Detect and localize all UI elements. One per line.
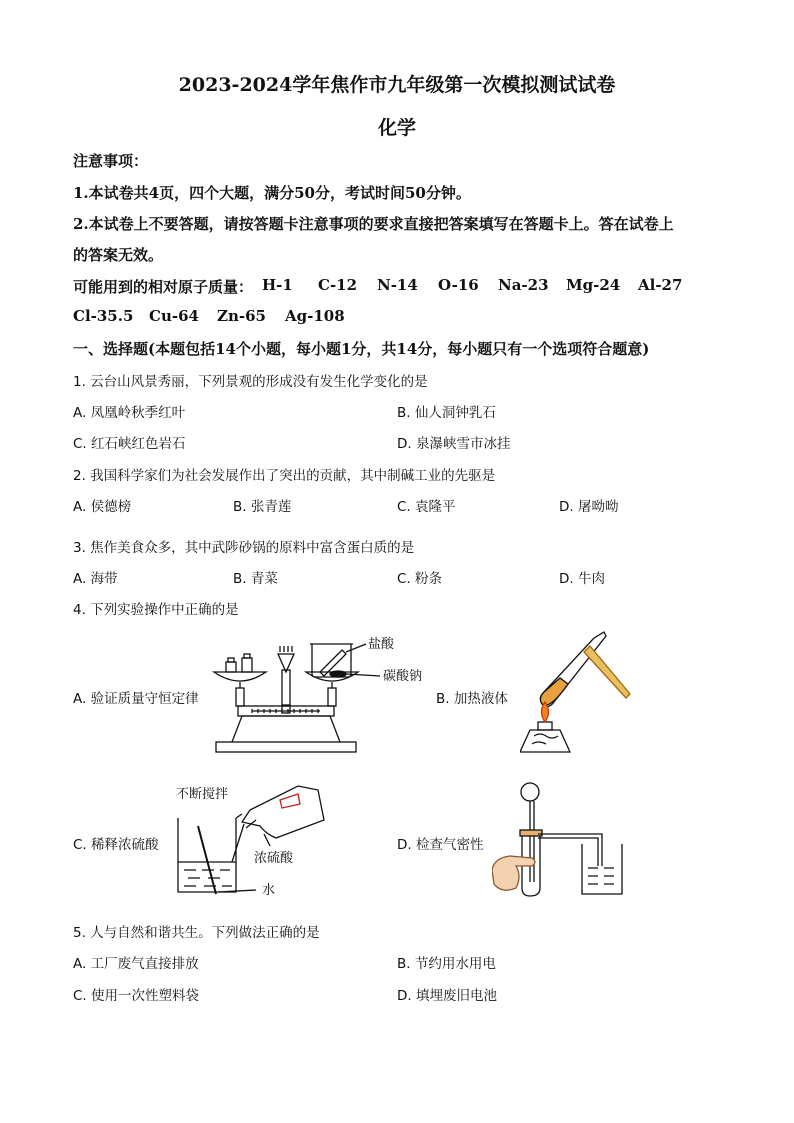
q4-option-a[interactable]: A. 验证质量守恒定律 xyxy=(73,691,199,707)
atomic-mass-c: C-12 xyxy=(318,276,358,294)
q1-option-c[interactable]: C. 红石峡红色岩石 xyxy=(73,436,186,452)
label-hcl: 盐酸 xyxy=(368,637,395,652)
q2-option-c[interactable]: C. 袁隆平 xyxy=(397,499,456,515)
notes-item-2-line-2: 的答案无效。 xyxy=(73,246,164,264)
figure-b-heating-liquid xyxy=(520,628,640,760)
atomic-mass-cu: Cu-64 xyxy=(149,307,199,325)
figure-d-airtightness-check xyxy=(492,778,632,904)
exam-title: 2023-2024学年焦作市九年级第一次模拟测试试卷 xyxy=(178,74,616,96)
label-stir: 不断搅拌 xyxy=(176,787,229,802)
q2-option-a[interactable]: A. 侯德榜 xyxy=(73,499,132,515)
q4-option-d[interactable]: D. 检查气密性 xyxy=(397,837,484,853)
q3-option-b[interactable]: B. 青菜 xyxy=(233,571,278,587)
q3-option-a[interactable]: A. 海带 xyxy=(73,571,118,587)
atomic-mass-cl: Cl-35.5 xyxy=(73,307,134,325)
q1-option-a[interactable]: A. 凤凰岭秋季红叶 xyxy=(73,405,186,421)
atomic-mass-o: O-16 xyxy=(438,276,479,294)
figure-a-balance xyxy=(208,632,428,757)
q5-option-c[interactable]: C. 使用一次性塑料袋 xyxy=(73,988,200,1004)
q2-option-b[interactable]: B. 张青莲 xyxy=(233,499,292,515)
notes-item-1: 1.本试卷共4页，四个大题，满分50分，考试时间50分钟。 xyxy=(73,184,471,202)
atomic-mass-na: Na-23 xyxy=(498,276,549,294)
notes-item-2-line-1: 2.本试卷上不要答题，请按答题卡注意事项的要求直接把答案填写在答题卡上。答在试卷上 xyxy=(73,215,674,233)
figure-c-diluting-acid xyxy=(170,780,330,902)
q5-option-d[interactable]: D. 填埋废旧电池 xyxy=(397,988,497,1004)
label-water: 水 xyxy=(262,883,276,898)
q1-stem: 1. 云台山风景秀丽，下列景观的形成没有发生化学变化的是 xyxy=(73,374,428,390)
q5-stem: 5. 人与自然和谐共生。下列做法正确的是 xyxy=(73,925,320,941)
notes-heading: 注意事项： xyxy=(73,152,149,170)
q4-stem: 4. 下列实验操作中正确的是 xyxy=(73,602,239,618)
atomic-mass-line-1 xyxy=(73,276,253,297)
q2-stem: 2. 我国科学家们为社会发展作出了突出的贡献，其中制碱工业的先驱是 xyxy=(73,468,496,484)
q2-option-d[interactable]: D. 屠呦呦 xyxy=(559,499,619,515)
atomic-mass-h: H-1 xyxy=(262,276,293,294)
atomic-mass-n: N-14 xyxy=(377,276,418,294)
q3-option-d[interactable]: D. 牛肉 xyxy=(559,571,605,587)
q4-option-c[interactable]: C. 稀释浓硫酸 xyxy=(73,837,159,853)
q5-option-a[interactable]: A. 工厂废气直接排放 xyxy=(73,956,199,972)
q5-option-b[interactable]: B. 节约用水用电 xyxy=(397,956,496,972)
atomic-mass-ag: Ag-108 xyxy=(285,307,345,325)
q3-stem: 3. 焦作美食众多，其中武陟砂锅的原料中富含蛋白质的是 xyxy=(73,540,415,556)
atomic-mass-al: Al-27 xyxy=(638,276,683,294)
section-1-heading: 一、选择题(本题包括14个小题，每小题1分，共14分，每小题只有一个选项符合题意) xyxy=(73,340,650,358)
q4-option-b[interactable]: B. 加热液体 xyxy=(436,691,508,707)
q3-option-c[interactable]: C. 粉条 xyxy=(397,571,443,587)
label-h2so4: 浓硫酸 xyxy=(254,851,294,866)
label-na2co3: 碳酸钠 xyxy=(383,669,423,684)
subject-title: 化学 xyxy=(377,117,416,139)
atomic-mass-label: 可能用到的相对原子质量： xyxy=(73,278,254,296)
q1-option-d[interactable]: D. 泉瀑峡雪市冰挂 xyxy=(397,436,511,452)
q1-option-b[interactable]: B. 仙人洞钟乳石 xyxy=(397,405,496,421)
atomic-mass-zn: Zn-65 xyxy=(217,307,266,325)
atomic-mass-mg: Mg-24 xyxy=(566,276,621,294)
